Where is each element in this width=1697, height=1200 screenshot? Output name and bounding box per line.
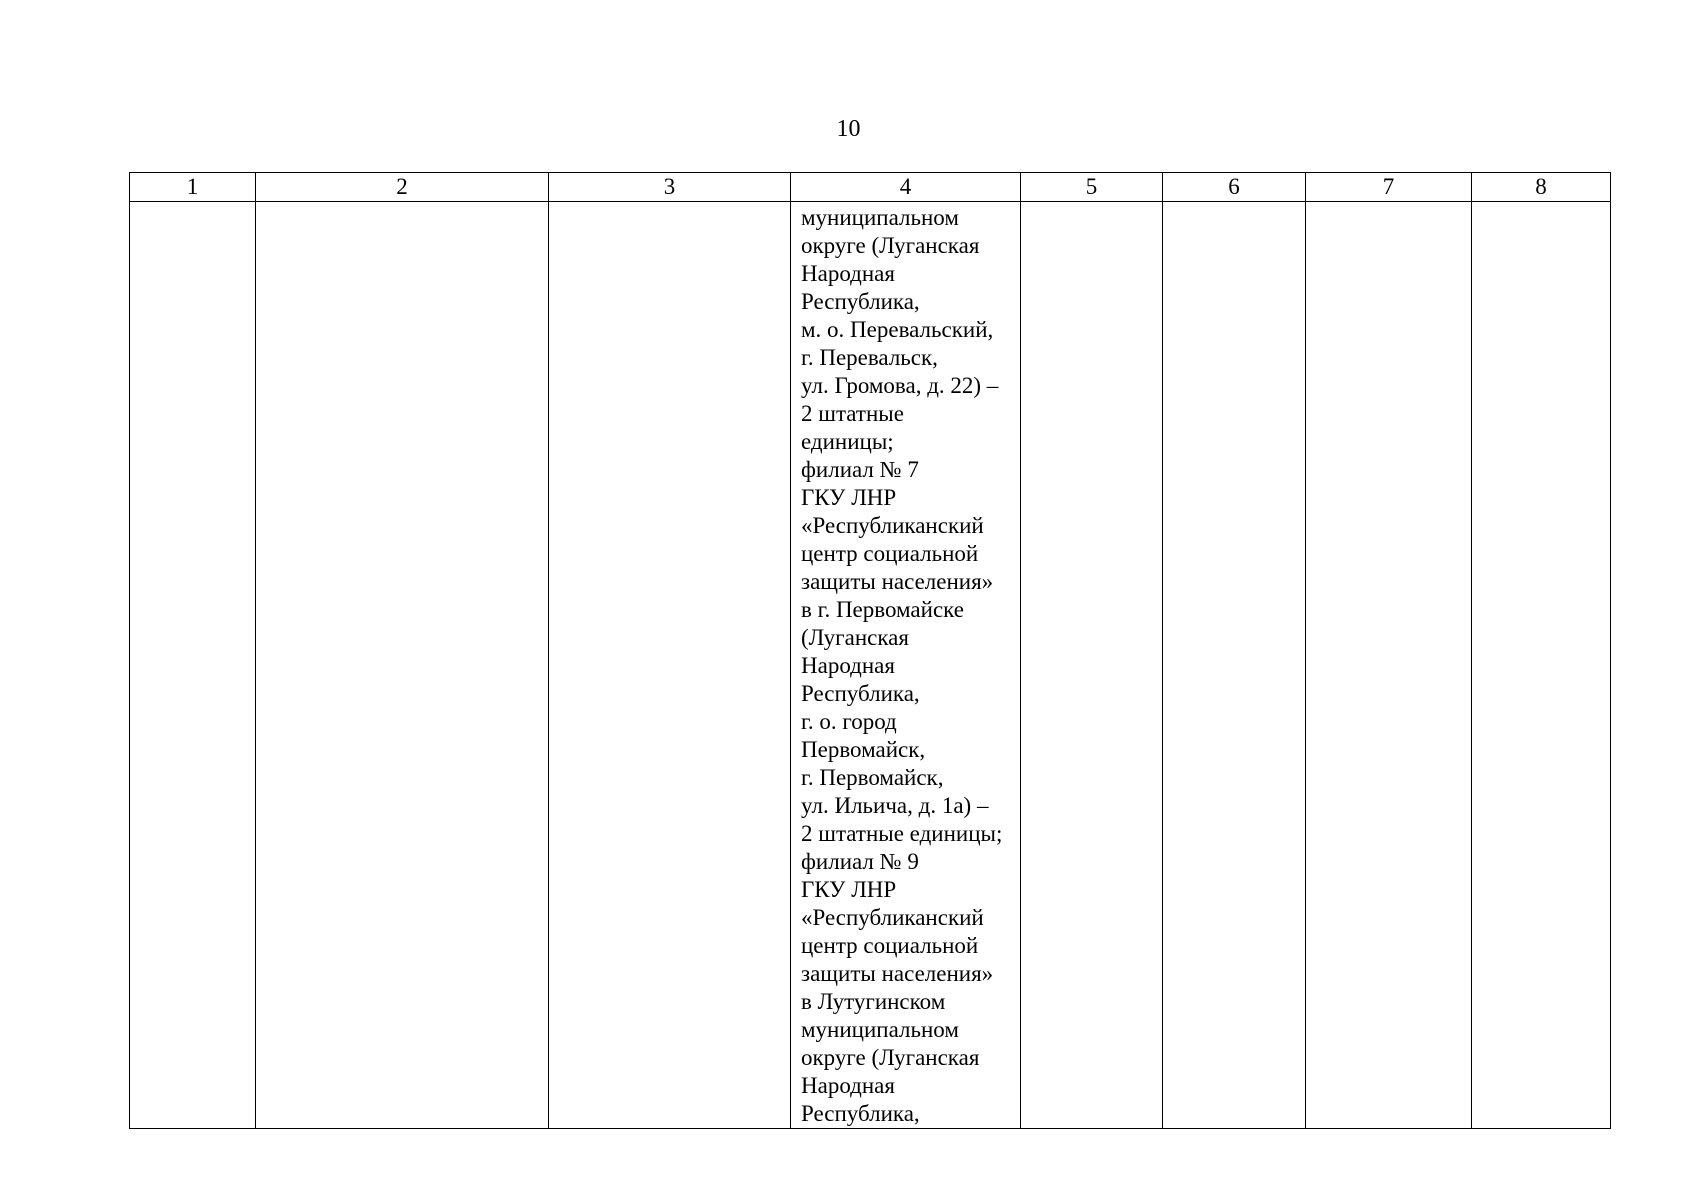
column-header-3: 3 bbox=[549, 173, 791, 202]
cell-col-2 bbox=[256, 202, 549, 1129]
column-header-1: 1 bbox=[130, 173, 256, 202]
cell-col-1 bbox=[130, 202, 256, 1129]
cell-col-3 bbox=[549, 202, 791, 1129]
cell-col-7 bbox=[1306, 202, 1472, 1129]
column-header-4: 4 bbox=[791, 173, 1021, 202]
cell-col-5 bbox=[1021, 202, 1163, 1129]
page-number: 10 bbox=[836, 116, 861, 142]
table-row bbox=[130, 202, 1611, 1129]
column-header-8: 8 bbox=[1472, 173, 1611, 202]
document-table bbox=[129, 172, 1611, 1129]
table-header-row bbox=[130, 173, 1611, 202]
cell-col-4 bbox=[791, 202, 1021, 1129]
column-header-5: 5 bbox=[1021, 173, 1163, 202]
cell-col-6 bbox=[1163, 202, 1306, 1129]
cell-col-4-text: муниципальном округе (Луганская Народная Республика, м. о. Перевальский, г. Перевальск, ул. Громова, д. 22) – 2 штатные единицы; филиал № 7 ГКУ ЛНР «Республиканский центр социальной защиты населения» в г. Первомайске (Луганская Народная Республика, г. о. город Первомайск, г. Первомайск, ул. Ильича, д. 1а) – 2 штатные единицы; филиал № 9 ГКУ ЛНР «Республиканский центр социальной защиты населения» в Лутугинском муниципальном округе (Луганская Народная Республика, bbox=[801, 205, 1003, 1126]
column-header-7: 7 bbox=[1306, 173, 1472, 202]
column-header-6: 6 bbox=[1163, 173, 1306, 202]
column-header-2: 2 bbox=[256, 173, 549, 202]
cell-col-8 bbox=[1472, 202, 1611, 1129]
